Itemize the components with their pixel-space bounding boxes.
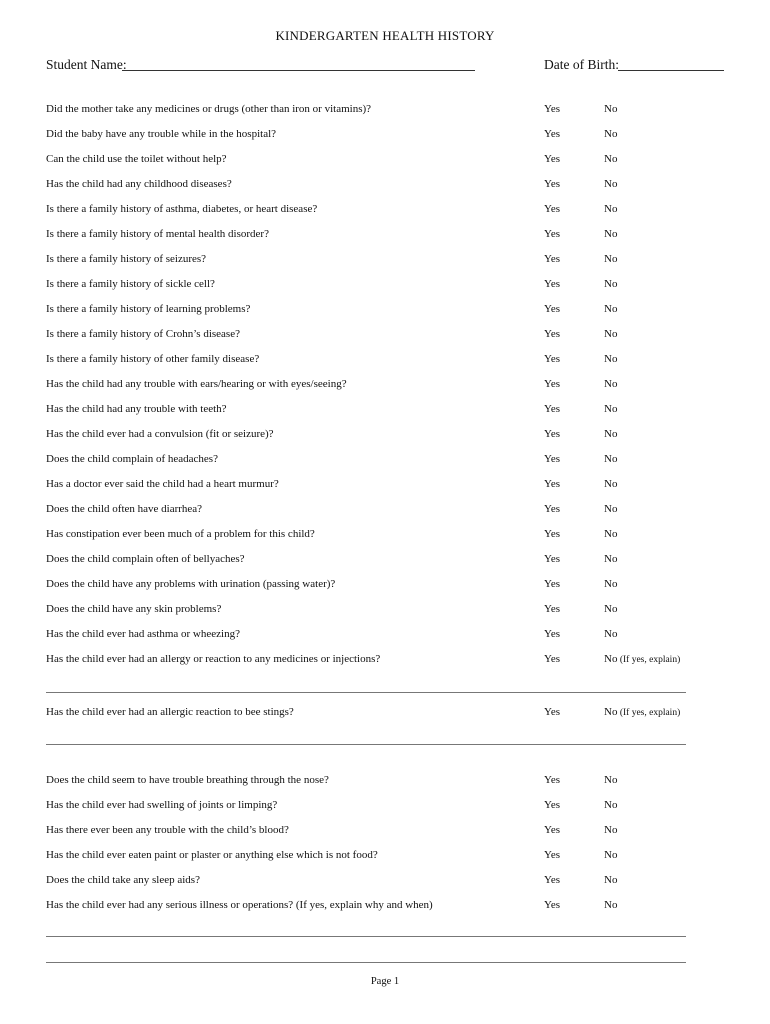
no-label: No bbox=[604, 899, 618, 911]
yes-option[interactable]: Yes bbox=[544, 378, 561, 390]
question-text: Did the baby have any trouble while in the hospital? bbox=[46, 128, 277, 140]
yes-option[interactable]: Yes bbox=[544, 799, 561, 811]
no-option[interactable] bbox=[604, 706, 680, 718]
no-option[interactable] bbox=[604, 874, 617, 886]
question-text: Has a doctor ever said the child had a heart murmur? bbox=[46, 478, 279, 490]
question-text: Is there a family history of other family disease? bbox=[46, 353, 260, 365]
no-option[interactable] bbox=[604, 799, 617, 811]
no-option[interactable] bbox=[604, 478, 617, 490]
yes-option[interactable]: Yes bbox=[544, 553, 561, 565]
no-option[interactable] bbox=[604, 378, 617, 390]
yes-option[interactable]: Yes bbox=[544, 228, 561, 240]
no-label: No bbox=[604, 153, 618, 165]
no-label: No bbox=[604, 774, 618, 786]
student-name-label: Student Name: bbox=[46, 57, 127, 72]
question-text: Has the child had any trouble with teeth? bbox=[46, 403, 227, 415]
date-of-birth-label: Date of Birth: bbox=[544, 57, 619, 72]
no-label: No bbox=[604, 353, 618, 365]
yes-option[interactable]: Yes bbox=[544, 899, 561, 911]
question-text: Has the child had any childhood diseases? bbox=[46, 178, 232, 190]
question-text: Has the child ever had an allergic reaction to bee stings? bbox=[46, 706, 294, 718]
no-label: No bbox=[604, 128, 618, 140]
yes-option[interactable]: Yes bbox=[544, 603, 561, 615]
no-option[interactable] bbox=[604, 328, 617, 340]
no-label: No bbox=[604, 203, 618, 215]
yes-option[interactable]: Yes bbox=[544, 428, 561, 440]
no-label: No bbox=[604, 178, 618, 190]
yes-option[interactable]: Yes bbox=[544, 653, 561, 665]
explain-line-medicine-allergy[interactable] bbox=[46, 692, 686, 693]
yes-option[interactable]: Yes bbox=[544, 824, 561, 836]
question-text: Does the child have any problems with urination (passing water)? bbox=[46, 578, 336, 590]
yes-option[interactable]: Yes bbox=[544, 403, 561, 415]
explain-note: (If yes, explain) bbox=[619, 708, 681, 718]
yes-option[interactable]: Yes bbox=[544, 203, 561, 215]
yes-option[interactable]: Yes bbox=[544, 303, 561, 315]
yes-option[interactable]: Yes bbox=[544, 103, 561, 115]
question-text: Is there a family history of Crohn’s disease? bbox=[46, 328, 240, 340]
no-label: No bbox=[604, 453, 618, 465]
no-label: No bbox=[604, 706, 618, 718]
explain-line-illness-2[interactable] bbox=[46, 962, 686, 963]
student-name-field[interactable] bbox=[122, 70, 475, 71]
question-text: Is there a family history of asthma, diabetes, or heart disease? bbox=[46, 203, 318, 215]
yes-option[interactable]: Yes bbox=[544, 153, 561, 165]
no-option[interactable] bbox=[604, 278, 617, 290]
no-label: No bbox=[604, 403, 618, 415]
yes-option[interactable]: Yes bbox=[544, 353, 561, 365]
yes-option[interactable]: Yes bbox=[544, 453, 561, 465]
no-option[interactable] bbox=[604, 178, 617, 190]
no-label: No bbox=[604, 228, 618, 240]
no-option[interactable] bbox=[604, 353, 617, 365]
explain-line-illness-1[interactable] bbox=[46, 936, 686, 937]
yes-option[interactable]: Yes bbox=[544, 706, 561, 718]
no-option[interactable] bbox=[604, 203, 617, 215]
no-label: No bbox=[604, 874, 618, 886]
no-label: No bbox=[604, 253, 618, 265]
date-of-birth-field[interactable] bbox=[618, 70, 724, 71]
question-text: Is there a family history of seizures? bbox=[46, 253, 207, 265]
no-option[interactable] bbox=[604, 849, 617, 861]
question-text: Has the child ever had swelling of joints or limping? bbox=[46, 799, 278, 811]
no-option[interactable] bbox=[604, 553, 617, 565]
no-label: No bbox=[604, 503, 618, 515]
yes-option[interactable]: Yes bbox=[544, 478, 561, 490]
no-option[interactable] bbox=[604, 628, 617, 640]
no-label: No bbox=[604, 578, 618, 590]
no-option[interactable] bbox=[604, 453, 617, 465]
no-option[interactable] bbox=[604, 824, 617, 836]
no-option[interactable] bbox=[604, 528, 617, 540]
question-text: Has the child had any trouble with ears/hearing or with eyes/seeing? bbox=[46, 378, 347, 390]
yes-option[interactable]: Yes bbox=[544, 328, 561, 340]
no-option[interactable] bbox=[604, 899, 617, 911]
question-text: Has the child ever had a convulsion (fit or seizure)? bbox=[46, 428, 274, 440]
page-number: Page 1 bbox=[370, 976, 400, 987]
no-label: No bbox=[604, 799, 618, 811]
page-title: KINDERGARTEN HEALTH HISTORY bbox=[275, 28, 495, 43]
no-option[interactable] bbox=[604, 153, 617, 165]
yes-option[interactable]: Yes bbox=[544, 528, 561, 540]
question-text: Is there a family history of sickle cell? bbox=[46, 278, 215, 290]
no-label: No bbox=[604, 378, 618, 390]
yes-option[interactable]: Yes bbox=[544, 253, 561, 265]
no-option[interactable] bbox=[604, 228, 617, 240]
no-label: No bbox=[604, 303, 618, 315]
question-text: Has the child ever had an allergy or reaction to any medicines or injections? bbox=[46, 653, 381, 665]
no-label: No bbox=[604, 278, 618, 290]
question-text: Can the child use the toilet without help? bbox=[46, 153, 227, 165]
no-option[interactable] bbox=[604, 303, 617, 315]
question-text: Does the child have any skin problems? bbox=[46, 603, 222, 615]
no-option[interactable] bbox=[604, 603, 617, 615]
no-label: No bbox=[604, 428, 618, 440]
question-text: Has the child ever had asthma or wheezing? bbox=[46, 628, 240, 640]
yes-option[interactable]: Yes bbox=[544, 628, 561, 640]
no-label: No bbox=[604, 553, 618, 565]
no-label: No bbox=[604, 849, 618, 861]
explain-note: (If yes, explain) bbox=[619, 655, 681, 665]
question-text: Has constipation ever been much of a problem for this child? bbox=[46, 528, 315, 540]
no-label: No bbox=[604, 528, 618, 540]
explain-line-bee-sting[interactable] bbox=[46, 744, 686, 745]
yes-option[interactable]: Yes bbox=[544, 503, 561, 515]
question-text: Does the child take any sleep aids? bbox=[46, 874, 200, 886]
question-text: Does the child often have diarrhea? bbox=[46, 503, 203, 515]
no-label: No bbox=[604, 103, 618, 115]
yes-option[interactable]: Yes bbox=[544, 849, 561, 861]
no-option[interactable] bbox=[604, 403, 617, 415]
no-option[interactable] bbox=[604, 774, 617, 786]
question-text: Does the child seem to have trouble breathing through the nose? bbox=[46, 774, 329, 786]
no-label: No bbox=[604, 478, 618, 490]
no-option[interactable] bbox=[604, 653, 680, 665]
question-text: Has the child ever had any serious illness or operations? (If yes, explain why and when) bbox=[46, 899, 433, 911]
no-option[interactable] bbox=[604, 503, 617, 515]
yes-option[interactable]: Yes bbox=[544, 578, 561, 590]
yes-option[interactable]: Yes bbox=[544, 178, 561, 190]
question-text: Did the mother take any medicines or drugs (other than iron or vitamins)? bbox=[46, 103, 372, 115]
no-option[interactable] bbox=[604, 128, 617, 140]
no-option[interactable] bbox=[604, 253, 617, 265]
question-text: Has the child ever eaten paint or plaster or anything else which is not food? bbox=[46, 849, 378, 861]
no-label: No bbox=[604, 603, 618, 615]
no-label: No bbox=[604, 628, 618, 640]
no-option[interactable] bbox=[604, 578, 617, 590]
question-text: Has there ever been any trouble with the child’s blood? bbox=[46, 824, 289, 836]
no-label: No bbox=[604, 824, 618, 836]
question-text: Does the child complain often of bellyaches? bbox=[46, 553, 245, 565]
yes-option[interactable]: Yes bbox=[544, 278, 561, 290]
yes-option[interactable]: Yes bbox=[544, 128, 561, 140]
no-option[interactable] bbox=[604, 428, 617, 440]
yes-option[interactable]: Yes bbox=[544, 874, 561, 886]
no-label: No bbox=[604, 653, 618, 665]
no-option[interactable] bbox=[604, 103, 617, 115]
yes-option[interactable]: Yes bbox=[544, 774, 561, 786]
question-text: Is there a family history of learning problems? bbox=[46, 303, 251, 315]
question-text: Does the child complain of headaches? bbox=[46, 453, 218, 465]
no-label: No bbox=[604, 328, 618, 340]
question-text: Is there a family history of mental health disorder? bbox=[46, 228, 269, 240]
